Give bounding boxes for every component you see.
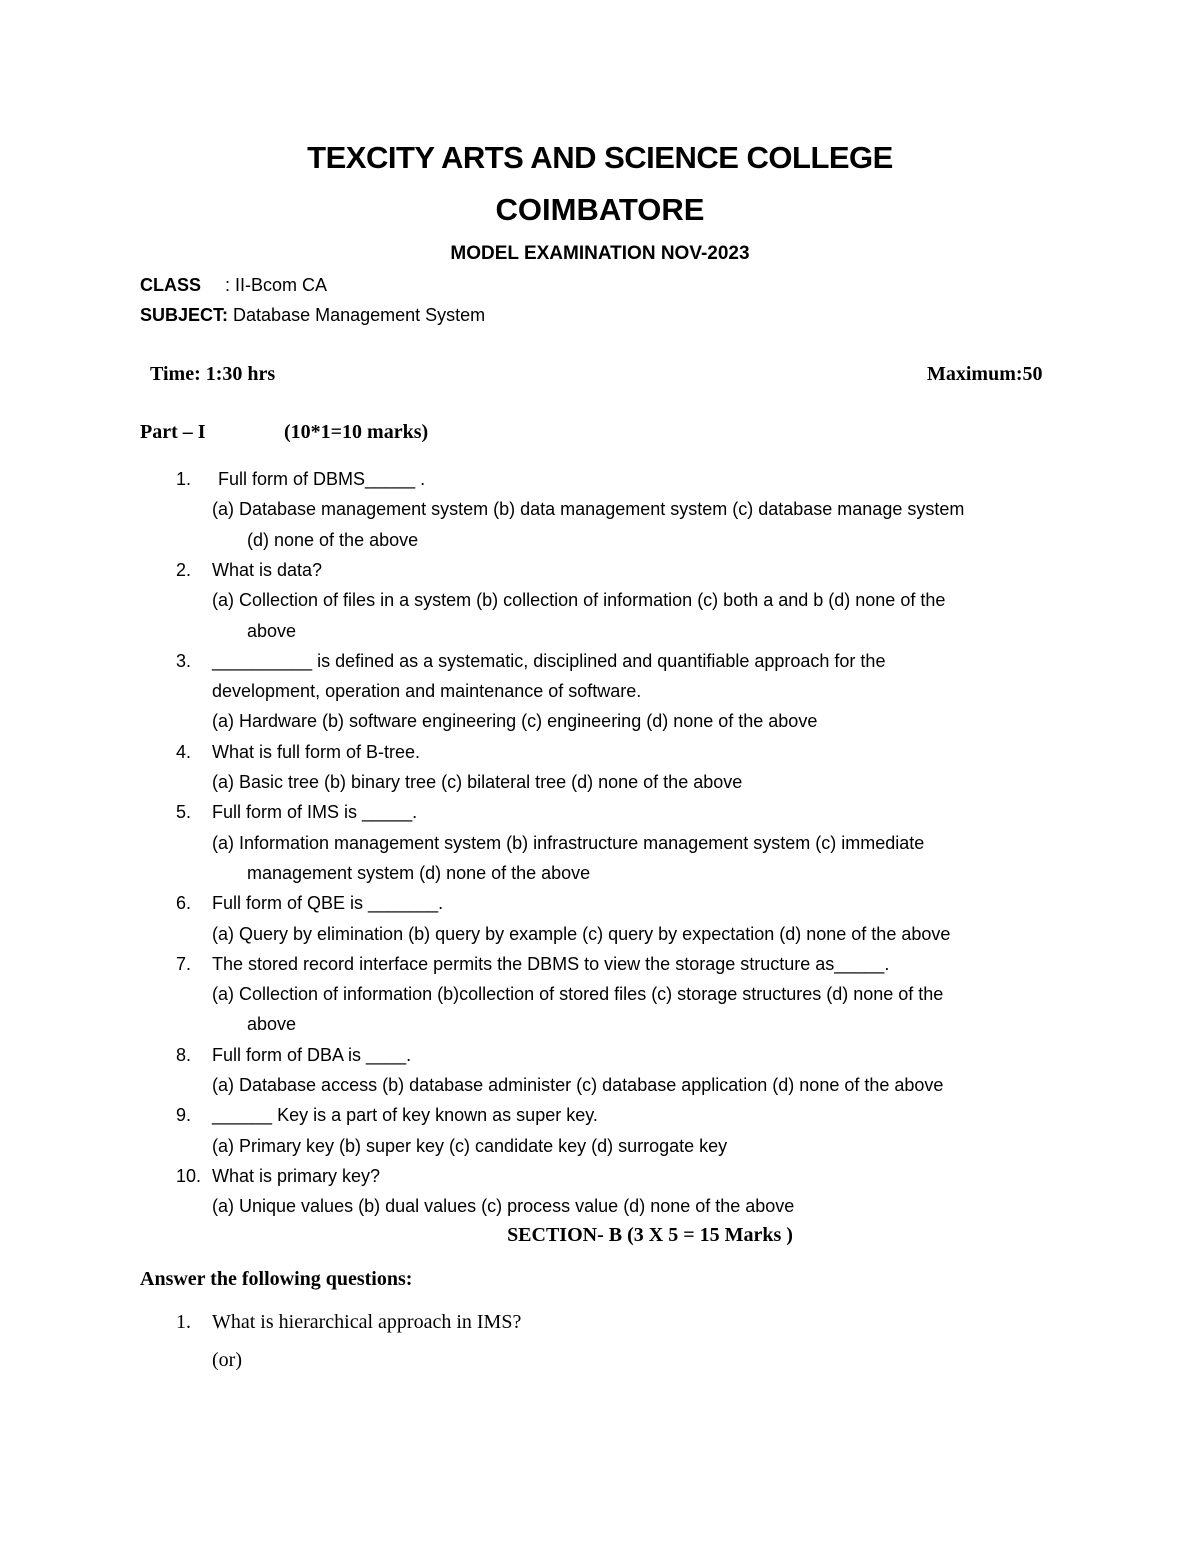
part-title: Part – I (140, 421, 206, 443)
question-options: (a) Collection of information (b)collection of stored files (c) storage structures (d) none of the (212, 984, 944, 1005)
question-text: Full form of DBA is ____. (212, 1044, 412, 1065)
question-options: management system (d) none of the above (247, 862, 591, 883)
question-number: 9. (176, 1105, 192, 1126)
question-number: 10. (176, 1165, 202, 1186)
question-options: (a) Basic tree (b) binary tree (c) bilateral tree (d) none of the above (212, 772, 743, 792)
question-text: __________ is defined as a systematic, disciplined and quantifiable approach for the (212, 650, 886, 671)
question-options: above (247, 1014, 297, 1035)
section-b-question-number: 1. (176, 1311, 191, 1333)
question-number: 7. (176, 953, 192, 974)
subject-label: SUBJECT: (140, 305, 229, 325)
question-text: Full form of IMS is _____. (212, 802, 418, 823)
question-options: (a) Information management system (b) infrastructure management system (c) immediate (212, 832, 925, 853)
question-text: The stored record interface permits the DBMS to view the storage structure as_____. (212, 953, 890, 974)
question-number: 6. (176, 893, 192, 914)
answer-instruction: Answer the following questions: (140, 1268, 413, 1290)
section-b-title: SECTION- B (3 X 5 = 15 Marks ) (507, 1224, 793, 1246)
question-text: development, operation and maintenance of software. (212, 681, 642, 702)
exam-title: MODEL EXAMINATION NOV-2023 (450, 243, 750, 264)
section-b-or: (or) (212, 1349, 242, 1371)
question-text: ______ Key is a part of key known as super key. (212, 1105, 598, 1126)
college-name: TEXCITY ARTS AND SCIENCE COLLEGE (307, 140, 893, 175)
question-text: Full form of QBE is _______. (212, 893, 444, 914)
maximum-marks: Maximum:50 (927, 363, 1043, 385)
question-options: (a) Query by elimination (b) query by example (c) query by expectation (d) none of the above (212, 923, 951, 944)
question-number: 5. (176, 802, 192, 823)
question-text: What is primary key? (212, 1165, 381, 1186)
question-number: 4. (176, 741, 192, 762)
question-options: (a) Database access (b) database administer (c) database application (d) none of the above (212, 1075, 944, 1095)
section-b-question: What is hierarchical approach in IMS? (212, 1311, 522, 1333)
question-options: (a) Database management system (b) data management system (c) database manage system (212, 499, 965, 520)
question-options: (d) none of the above (247, 529, 419, 550)
subject-value: Database Management System (233, 305, 486, 325)
question-options: (a) Primary key (b) super key (c) candidate key (d) surrogate key (212, 1135, 728, 1156)
subject-row (140, 305, 485, 326)
time-allowed: Time: 1:30 hrs (150, 363, 276, 385)
question-number: 2. (176, 559, 192, 580)
question-text: What is data? (212, 559, 323, 580)
class-label: CLASS (140, 275, 202, 295)
question-options: (a) Unique values (b) dual values (c) process value (d) none of the above (212, 1196, 795, 1217)
question-number: 8. (176, 1044, 192, 1065)
college-city: COIMBATORE (495, 192, 705, 227)
question-options: above (247, 620, 297, 641)
class-value: : II-Bcom CA (225, 275, 328, 295)
part-marks: (10*1=10 marks) (284, 421, 429, 443)
question-text: Full form of DBMS_____ . (218, 469, 426, 489)
question-text: What is full form of B-tree. (212, 741, 421, 762)
question-options: (a) Collection of files in a system (b) collection of information (c) both a and b (d) none of the (212, 590, 946, 611)
question-number: 3. (176, 650, 192, 671)
question-number: 1. (176, 469, 192, 489)
class-row (140, 275, 327, 296)
question-options: (a) Hardware (b) software engineering (c) engineering (d) none of the above (212, 711, 818, 732)
